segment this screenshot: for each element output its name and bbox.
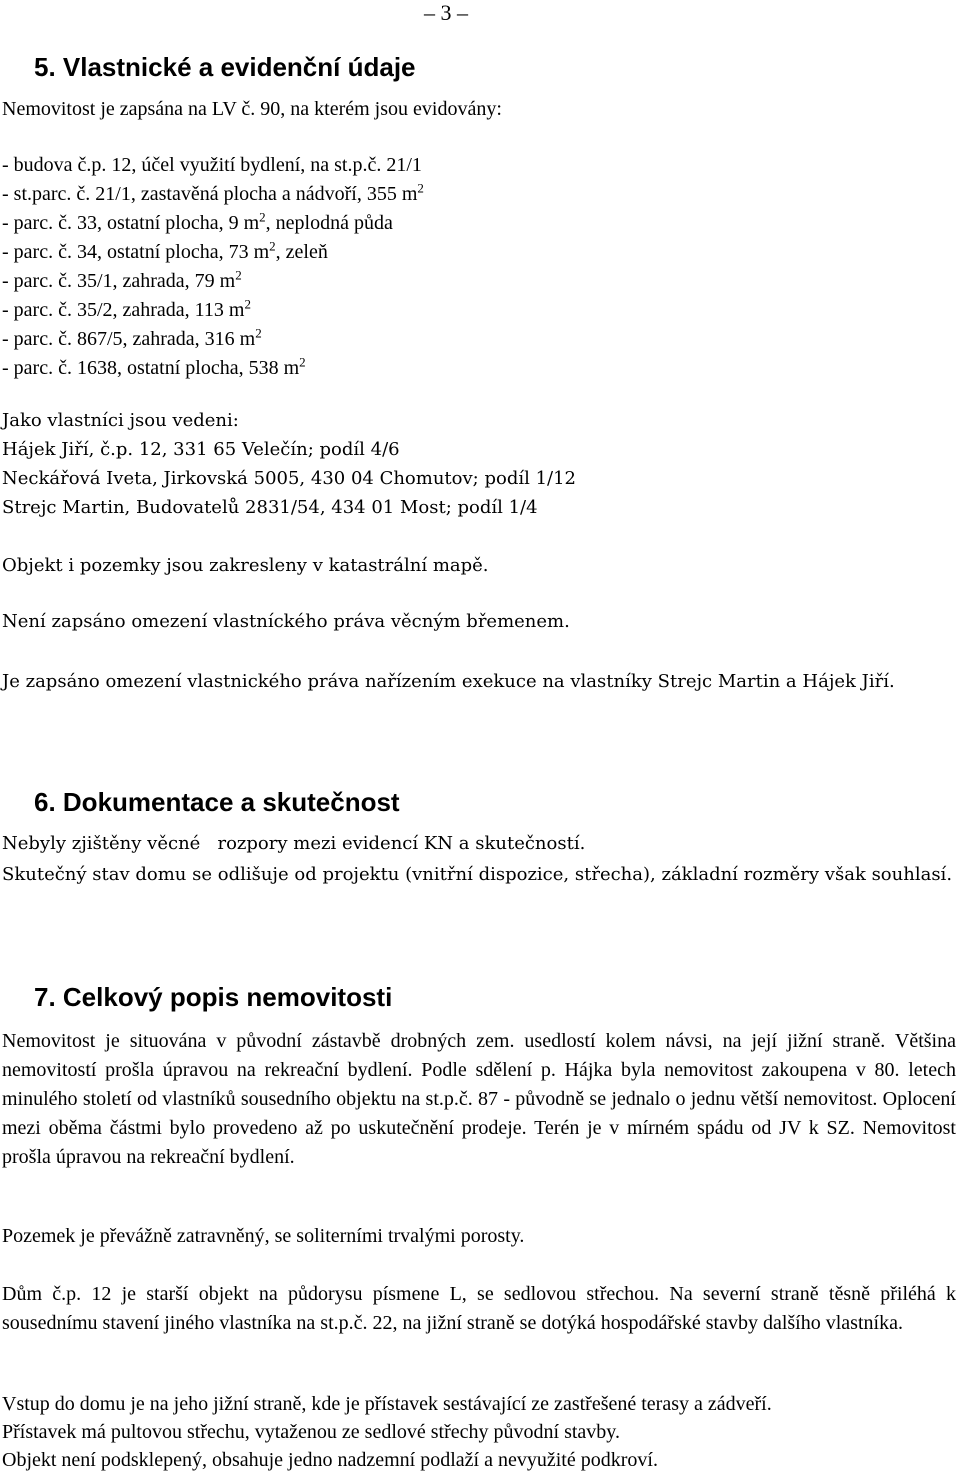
section-7-heading: 7. Celkový popis nemovitosti (34, 982, 393, 1012)
section-7-paragraph-4-line: Přístavek má pultovou střechu, vytaženou ze sedlové střechy původní stavby. (2, 1421, 620, 1443)
section-7-paragraph-4-line: Objekt není podsklepený, obsahuje jedno nadzemní podlaží a nevyužité podkroví. (2, 1449, 658, 1471)
execution-note: Je zapsáno omezení vlastnického práva nařízením exekuce na vlastníky Strejc Martin a Hájek Jiří. (2, 671, 895, 692)
list-item: - parc. č. 35/2, zahrada, 113 $m^2$ (2, 296, 251, 321)
section-5-heading: 5. Vlastnické a evidenční údaje (34, 52, 416, 82)
section-6-line-1: Nebyly zjištěny věcné rozpory mezi evidencí KN a skutečností. (2, 833, 586, 854)
list-item: - parc. č. 35/1, zahrada, 79 $m^2$ (2, 267, 242, 292)
owner-row: Hájek Jiří, č.p. 12, 331 65 Velečín; podíl 4/6 (2, 439, 400, 460)
section-6-line-2: Skutečný stav domu se odlišuje od projektu (vnitřní dispozice, střecha), základní rozměry však souhlasí. (2, 864, 953, 885)
list-item: - budova č.p. 12, účel využití bydlení, na st.p.č. 21/1 (2, 154, 422, 176)
section-7-paragraph-3: Dům č.p. 12 je starší objekt na půdorysu písmene L, se sedlovou střechou. Na severní straně těsně přiléhá k sousednímu stavení jiného vlastníka na st.p.č. 22, na jižní straně se dotýká hospodářské stavby dalšího vlastníka. (2, 1283, 956, 1334)
list-item: - parc. č. 867/5, zahrada, 316 $m^2$ (2, 325, 262, 350)
page-number: – 3 – (424, 0, 468, 25)
section-7-paragraph-1: Nemovitost je situována v původní zástavbě drobných zem. usedlostí kolem návsi, na její jižní straně. Většina nemovitostí prošla úpravou na rekreační bydlení. Podle sdělení p. Hájka byla nemovitost zakoupena v 80. letech minulého století od vlastníků sousedního objektu na st.p.č. 87 - původně se jednalo o jednu větší nemovitost. Oplocení mezi oběma částmi bylo provedeno až po uskutečnění prodeje. Terén je v mírném spádu od JV k SZ. Nemovitost prošla úpravou na rekreační bydlení. (2, 1030, 956, 1168)
owners-label: Jako vlastníci jsou vedeni: (2, 410, 239, 431)
list-item: - parc. č. 33, ostatní plocha, 9 $m^2$, neplodná půda (2, 209, 393, 234)
list-item: - parc. č. 34, ostatní plocha, 73 $m^2$, zeleň (2, 238, 328, 263)
easement-note: Není zapsáno omezení vlastníckého práva věcným břemenem. (2, 611, 570, 632)
section-6-heading: 6. Dokumentace a skutečnost (34, 787, 400, 817)
section-7-paragraph-2: Pozemek je převážně zatravněný, se soliterními trvalými porosty. (2, 1225, 525, 1247)
section-7-paragraph-4-line: Vstup do domu je na jeho jižní straně, kde je přístavek sestávající ze zastřešené terasy a zádveří. (2, 1393, 772, 1415)
section-5-intro: Nemovitost je zapsána na LV č. 90, na kterém jsou evidovány: (2, 98, 502, 120)
list-item: - st.parc. č. 21/1, zastavěná plocha a nádvoří, 355 $m^2$ (2, 180, 424, 205)
cadastre-note: Objekt i pozemky jsou zakresleny v katastrální mapě. (2, 555, 489, 576)
owner-row: Strejc Martin, Budovatelů 2831/54, 434 01 Most; podíl 1/4 (2, 497, 538, 518)
owner-row: Neckářová Iveta, Jirkovská 5005, 430 04 Chomutov; podíl 1/12 (2, 468, 576, 489)
list-item: - parc. č. 1638, ostatní plocha, 538 $m^2$ (2, 354, 306, 379)
